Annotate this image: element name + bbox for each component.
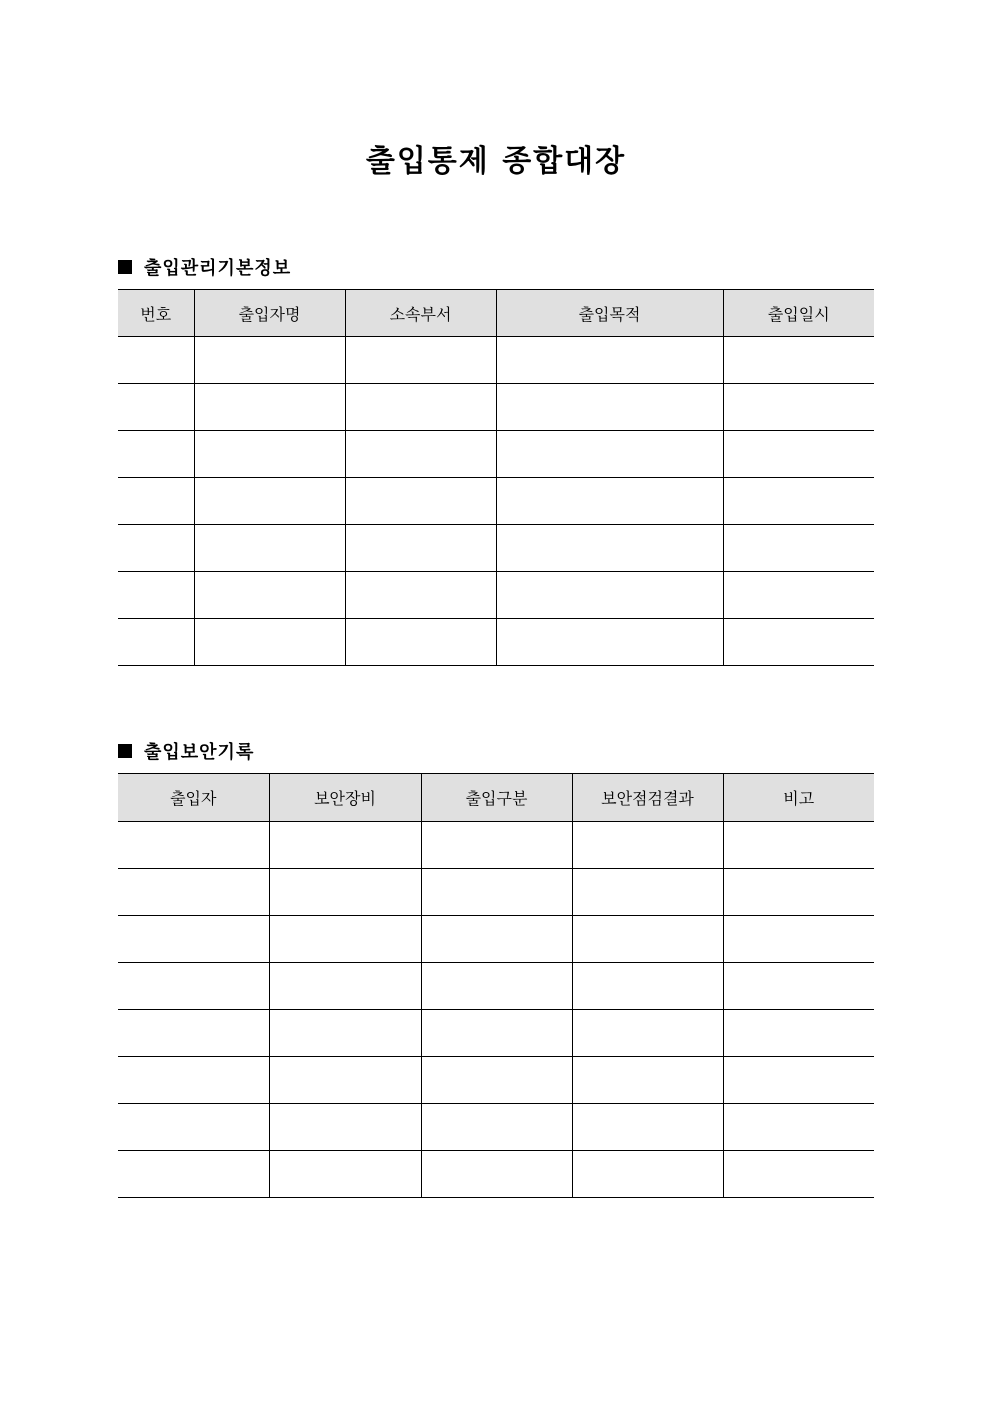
table-cell[interactable] (421, 963, 572, 1010)
table-cell[interactable] (118, 916, 269, 963)
table-cell[interactable] (723, 619, 874, 666)
table-cell[interactable] (421, 869, 572, 916)
table-cell[interactable] (345, 431, 496, 478)
document-title: 출입통제 종합대장 (365, 144, 627, 179)
table-cell[interactable] (723, 869, 874, 916)
table-cell[interactable] (723, 822, 874, 869)
table-row (118, 822, 874, 869)
table-cell[interactable] (345, 619, 496, 666)
table-cell[interactable] (723, 1151, 874, 1198)
table-header-row (118, 774, 874, 822)
column-header-inspection-result: 보안점검결과 (572, 774, 723, 822)
table-row (118, 916, 874, 963)
column-header-entry-type: 출입구분 (421, 774, 572, 822)
column-header-visitor: 출입자 (118, 774, 269, 822)
table-cell[interactable] (118, 572, 194, 619)
table-cell[interactable] (194, 619, 345, 666)
section-heading-label: 출입보안기록 (144, 742, 255, 763)
column-header-purpose: 출입목적 (496, 290, 723, 337)
table-cell[interactable] (194, 384, 345, 431)
table-cell[interactable] (572, 869, 723, 916)
column-header-visitor-name: 출입자명 (194, 290, 345, 337)
column-header-security-equipment: 보안장비 (269, 774, 421, 822)
table-cell[interactable] (421, 1104, 572, 1151)
table-cell[interactable] (118, 822, 269, 869)
square-bullet-icon (118, 744, 132, 758)
table-cell[interactable] (496, 619, 723, 666)
table-header-row (118, 290, 874, 337)
section-heading-security-record (118, 738, 254, 764)
table-cell[interactable] (118, 619, 194, 666)
table-cell[interactable] (723, 963, 874, 1010)
table-row (118, 1057, 874, 1104)
table-cell[interactable] (572, 822, 723, 869)
square-bullet-icon (118, 260, 132, 274)
security-record-table (118, 773, 874, 1198)
table-cell[interactable] (269, 822, 421, 869)
table-cell[interactable] (269, 1010, 421, 1057)
table-row (118, 384, 874, 431)
table-cell[interactable] (345, 337, 496, 384)
table-cell[interactable] (269, 1104, 421, 1151)
table-cell[interactable] (118, 1104, 269, 1151)
table-cell[interactable] (421, 916, 572, 963)
table-cell[interactable] (723, 1057, 874, 1104)
section-heading-basic-info (118, 254, 291, 280)
column-header-number: 번호 (118, 290, 194, 337)
table-cell[interactable] (723, 478, 874, 525)
table-cell[interactable] (723, 1104, 874, 1151)
table-cell[interactable] (118, 337, 194, 384)
table-cell[interactable] (118, 478, 194, 525)
section-heading-label: 출입관리기본정보 (144, 258, 292, 279)
table-cell[interactable] (194, 337, 345, 384)
table-row (118, 1104, 874, 1151)
table-cell[interactable] (496, 384, 723, 431)
table-cell[interactable] (118, 1057, 269, 1104)
table-cell[interactable] (572, 1057, 723, 1104)
table-cell[interactable] (194, 431, 345, 478)
table-cell[interactable] (345, 478, 496, 525)
table-cell[interactable] (572, 916, 723, 963)
table-cell[interactable] (118, 869, 269, 916)
table-cell[interactable] (345, 572, 496, 619)
table-cell[interactable] (269, 1057, 421, 1104)
table-cell[interactable] (269, 869, 421, 916)
table-row (118, 337, 874, 384)
table-cell[interactable] (194, 572, 345, 619)
table-cell[interactable] (421, 822, 572, 869)
table-cell[interactable] (723, 431, 874, 478)
table-cell[interactable] (118, 963, 269, 1010)
table-cell[interactable] (345, 384, 496, 431)
table-cell[interactable] (269, 916, 421, 963)
table-cell[interactable] (496, 337, 723, 384)
table-cell[interactable] (723, 384, 874, 431)
table-cell[interactable] (118, 431, 194, 478)
table-cell[interactable] (572, 1010, 723, 1057)
table-cell[interactable] (572, 963, 723, 1010)
column-header-remarks: 비고 (723, 774, 874, 822)
table-cell[interactable] (496, 431, 723, 478)
column-header-datetime: 출입일시 (723, 290, 874, 337)
table-row (118, 869, 874, 916)
table-row (118, 478, 874, 525)
table-row (118, 619, 874, 666)
basic-info-table (118, 289, 874, 666)
table-cell[interactable] (421, 1151, 572, 1198)
table-row (118, 525, 874, 572)
table-cell[interactable] (496, 572, 723, 619)
column-header-department: 소속부서 (345, 290, 496, 337)
table-cell[interactable] (723, 1010, 874, 1057)
table-cell[interactable] (496, 478, 723, 525)
table-cell[interactable] (723, 337, 874, 384)
table-cell[interactable] (118, 384, 194, 431)
table-cell[interactable] (421, 1010, 572, 1057)
table-row (118, 431, 874, 478)
table-cell[interactable] (345, 525, 496, 572)
table-cell[interactable] (118, 1151, 269, 1198)
table-cell[interactable] (269, 1151, 421, 1198)
table-cell[interactable] (118, 1010, 269, 1057)
table-row (118, 963, 874, 1010)
table-cell[interactable] (118, 525, 194, 572)
table-row (118, 1010, 874, 1057)
table-cell[interactable] (269, 963, 421, 1010)
table-row (118, 1151, 874, 1198)
table-cell[interactable] (723, 572, 874, 619)
table-cell[interactable] (194, 478, 345, 525)
table-row (118, 572, 874, 619)
table-cell[interactable] (572, 1151, 723, 1198)
table-cell[interactable] (421, 1057, 572, 1104)
table-cell[interactable] (723, 525, 874, 572)
table-cell[interactable] (572, 1104, 723, 1151)
table-cell[interactable] (194, 525, 345, 572)
table-cell[interactable] (496, 525, 723, 572)
table-cell[interactable] (723, 916, 874, 963)
